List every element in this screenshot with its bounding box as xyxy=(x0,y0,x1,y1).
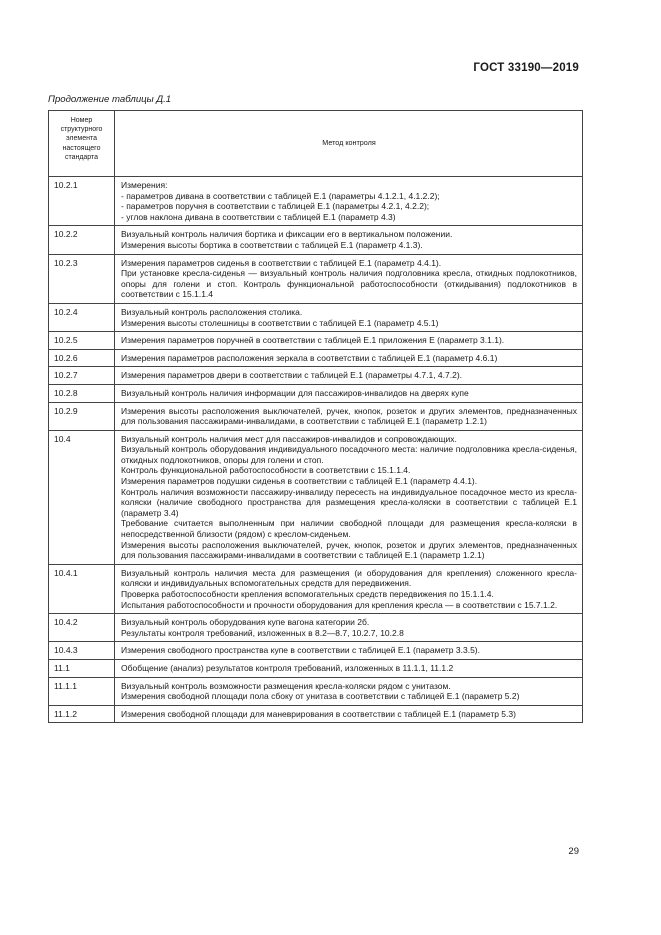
method-text-line: Измерения параметров двери в соответствии с таблицей Е.1 (параметры 4.7.1, 4.7.2). xyxy=(121,370,463,381)
element-number-cell: 10.2.7 xyxy=(49,367,115,385)
method-text-line: Измерения высоты расположения выключателей, ручек, кнопок, розеток и других элементов, предназначенных для пользования пассажирами-инвалидами, в соответствии с таблицей Е.1 (параметр 1.2.1) xyxy=(121,405,577,427)
method-text-line: Результаты контроля требований, изложенных в 8.2—8.7, 10.2.7, 10.2.8 xyxy=(121,627,404,638)
element-number-cell: 10.4 xyxy=(49,430,115,564)
element-number-cell: 10.2.4 xyxy=(49,303,115,331)
element-number-cell: 11.1.1 xyxy=(49,677,115,705)
element-number-cell: 10.2.6 xyxy=(49,349,115,367)
method-text-line: Обобщение (анализ) результатов контроля требований, изложенных в 11.1.1, 11.1.2 xyxy=(121,662,454,673)
method-text-line: Визуальный контроль расположения столика. xyxy=(121,306,303,317)
table-row xyxy=(49,705,583,723)
method-text-line: - углов наклона дивана в соответствии с таблицей Е.1 (параметр 4.3) xyxy=(121,211,396,222)
control-method-cell xyxy=(115,677,583,705)
method-text-line: Визуальный контроль наличия мест для пассажиров-инвалидов и сопровождающих. xyxy=(121,433,457,444)
control-method-cell xyxy=(115,384,583,402)
document-code: ГОСТ 33190—2019 xyxy=(473,62,579,74)
control-method-cell xyxy=(115,642,583,660)
method-text-line: Визуальный контроль оборудования купе вагона категории 2б. xyxy=(121,617,370,628)
method-text-line: Визуальный контроль возможности размещения кресла-коляски рядом с унитазом. xyxy=(121,680,451,691)
element-number-cell: 10.2.5 xyxy=(49,332,115,350)
method-text-line: Измерения высоты бортика в соответствии с таблицей Е.1 (параметр 4.1.3). xyxy=(121,239,423,250)
method-text-line: Измерения параметров расположения зеркала в соответствии с таблицей Е.1 (параметр 4.6.1) xyxy=(121,352,498,363)
table-row xyxy=(49,349,583,367)
table-row xyxy=(49,332,583,350)
element-number-cell: 10.4.2 xyxy=(49,614,115,642)
table-row xyxy=(49,659,583,677)
element-number-cell: 10.4.1 xyxy=(49,564,115,613)
element-number-cell: 10.4.3 xyxy=(49,642,115,660)
method-text-line: Измерения параметров сиденья в соответствии с таблицей Е.1 (параметр 4.4.1). xyxy=(121,257,442,268)
control-method-cell xyxy=(115,177,583,226)
method-text-line: Визуальный контроль наличия бортика и фиксации его в вертикальном положении. xyxy=(121,229,453,240)
methods-table xyxy=(48,110,583,723)
table-row xyxy=(49,402,583,430)
method-text-line: Визуальный контроль наличия места для размещения (и оборудования для крепления) сложенного кресла-коляски и индивидуальных вспомогательных средств для передвижения. xyxy=(121,567,577,589)
control-method-cell xyxy=(115,367,583,385)
table-row xyxy=(49,677,583,705)
method-text-line: Измерения свободной площади для маневрирования в соответствии с таблицей Е.1 (параметр 5.3) xyxy=(121,708,516,719)
element-number-cell: 10.2.8 xyxy=(49,384,115,402)
table-row xyxy=(49,614,583,642)
method-text-line: - параметров поручня в соответствии с таблицей Е.1 (параметры 4.2.1, 4.2.2); xyxy=(121,201,430,212)
control-method-cell xyxy=(115,430,583,564)
control-method-cell xyxy=(115,564,583,613)
table-row xyxy=(49,254,583,303)
control-method-cell xyxy=(115,402,583,430)
table-body xyxy=(49,177,583,723)
method-text-line: Измерения свободного пространства купе в соответствии с таблицей Е.1 (параметр 3.3.5). xyxy=(121,645,480,656)
control-method-cell xyxy=(115,614,583,642)
method-text-line: Визуальный контроль оборудования индивидуального посадочного места: наличие подголовника кресла-сиденья, откидных подлокотников, опоры для голени и стоп. xyxy=(121,444,577,465)
method-text-line: - параметров дивана в соответствии с таблицей Е.1 (параметры 4.1.2.1, 4.1.2.2); xyxy=(121,190,440,201)
table-row xyxy=(49,564,583,613)
element-number-cell: 10.2.3 xyxy=(49,254,115,303)
table-header-row xyxy=(49,111,583,177)
table-row xyxy=(49,430,583,564)
control-method-cell xyxy=(115,349,583,367)
method-text-line: Испытания работоспособности и прочности оборудования для крепления кресла — в соответствии с 15.7.1.2. xyxy=(121,599,558,610)
method-text-line: Измерения высоты столешницы в соответствии с таблицей Е.1 (параметр 4.5.1) xyxy=(121,317,439,328)
method-text-line: Измерения свободной площади пола сбоку от унитаза в соответствии с таблицей Е.1 (параметр 5.2) xyxy=(121,691,520,702)
table-row xyxy=(49,303,583,331)
method-text-line: Визуальный контроль наличия информации для пассажиров-инвалидов на дверях купе xyxy=(121,387,469,398)
table-row xyxy=(49,177,583,226)
table-caption: Продолжение таблицы Д.1 xyxy=(48,94,172,105)
method-text-line: Контроль функциональной работоспособности в соответствии с 15.1.1.4. xyxy=(121,465,411,476)
column-header-control-method: Метод контроля xyxy=(115,111,583,177)
method-text-line: Проверка работоспособности крепления вспомогательных средств передвижения по 15.1.1.4. xyxy=(121,589,494,599)
control-method-cell xyxy=(115,254,583,303)
element-number-cell: 11.1 xyxy=(49,659,115,677)
table-row xyxy=(49,642,583,660)
control-method-cell xyxy=(115,705,583,723)
element-number-cell: 10.2.1 xyxy=(49,177,115,226)
method-text-line: Измерения: xyxy=(121,180,168,190)
element-number-cell: 10.2.2 xyxy=(49,226,115,254)
control-method-cell xyxy=(115,226,583,254)
method-text-line: Контроль наличия возможности пассажиру-инвалиду пересесть на индивидуальное посадочное место из кресла-коляски (наличие свободного пространства для размещения кресла-коляски в соответствии с таблицей Е.1 (параметр 3.4) xyxy=(121,486,577,518)
method-text-line: Измерения высоты расположения выключателей, ручек, кнопок, розеток и других элементов, предназначенных для пользования пассажирами-инвалидами в соответствии с таблицей Е.1 (параметр 1.2.1) xyxy=(121,539,577,561)
table-row xyxy=(49,226,583,254)
element-number-cell: 10.2.9 xyxy=(49,402,115,430)
table-row xyxy=(49,384,583,402)
table-row xyxy=(49,367,583,385)
method-text-line: Измерения параметров поручней в соответствии с таблицей Е.1 приложения Е (параметр 3.1.1). xyxy=(121,335,505,346)
control-method-cell xyxy=(115,332,583,350)
element-number-cell: 11.1.2 xyxy=(49,705,115,723)
control-method-cell xyxy=(115,659,583,677)
control-method-cell xyxy=(115,303,583,331)
page-number: 29 xyxy=(568,846,579,857)
column-header-element-number: Номер структурного элемента настоящего стандарта xyxy=(49,111,115,177)
method-text-line: Требование считается выполненным при наличии свободной площади для размещения кресла-коляски в непосредственной близости (рядом) с креслом-сиденьем. xyxy=(121,518,577,540)
method-text-line: При установке кресла-сиденья — визуальный контроль наличия подголовника кресла, откидных подлокотников, опоры для голени и стоп. Контроль функциональной работоспособности (откидывания) подлокотников в соответствии с 15.1.1.4 xyxy=(121,268,577,300)
method-text-line: Измерения параметров подушки сиденья в соответствии с таблицей Е.1 (параметр 4.4.1). xyxy=(121,476,478,487)
